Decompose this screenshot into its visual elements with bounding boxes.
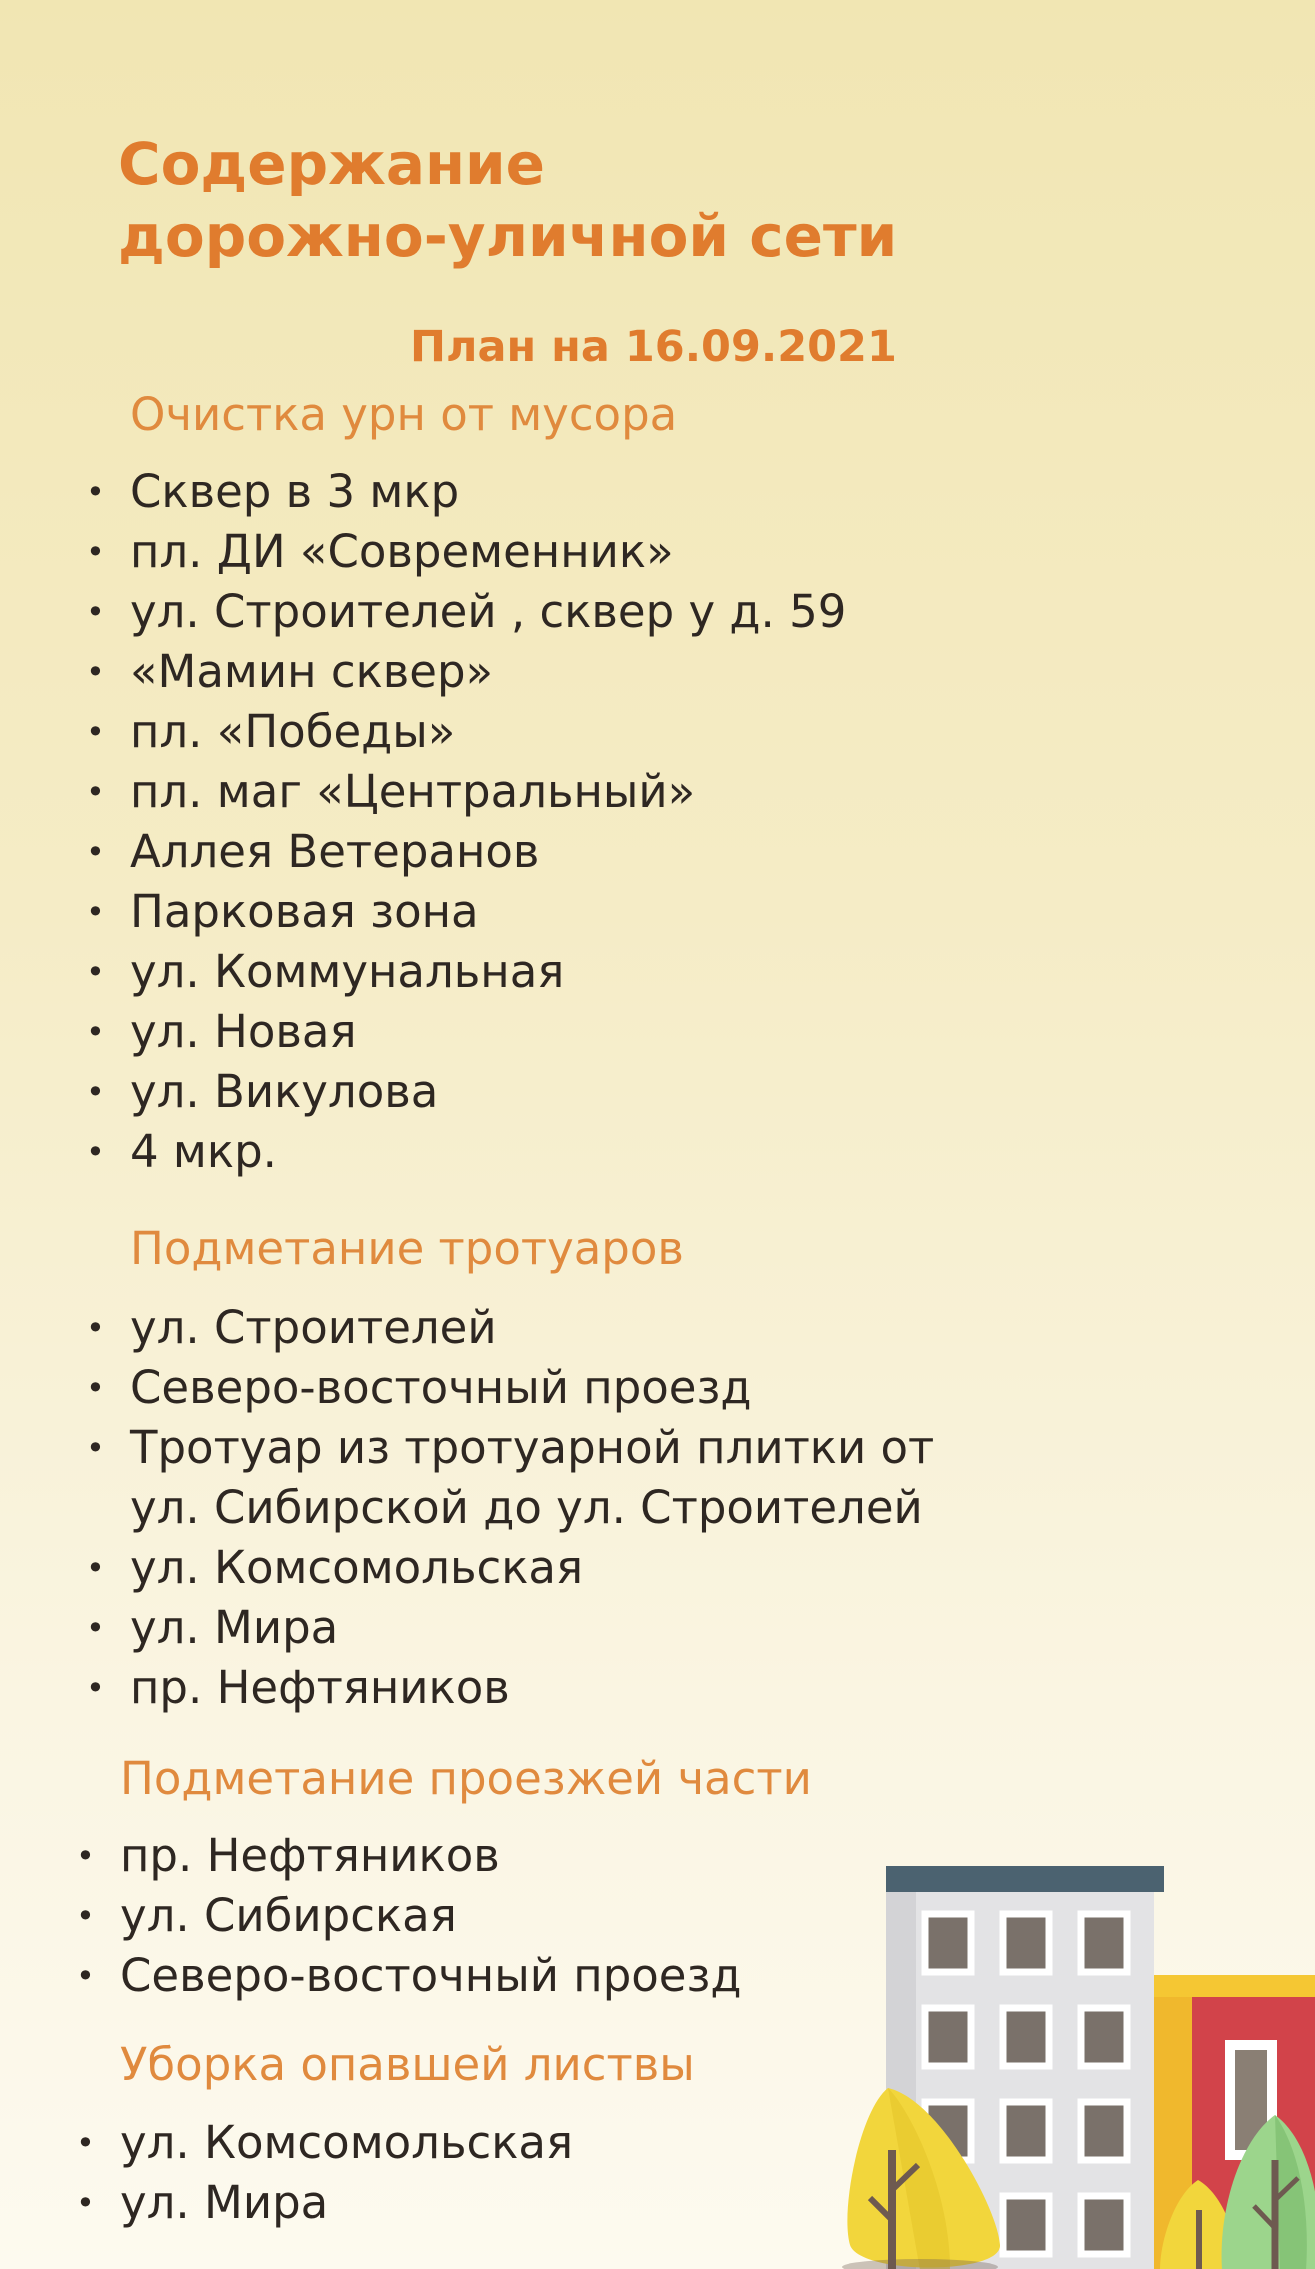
section-title-sidewalks: Подметание тротуаров (130, 1222, 684, 1275)
list-item: • Аллея Ветеранов (86, 822, 846, 882)
list-item: • ул. Мира (76, 2173, 573, 2233)
page-title (118, 128, 1018, 272)
list-item: • «Мамин сквер» (86, 642, 846, 702)
list-item: • ул. Комсомольская (86, 1538, 934, 1598)
list-bins (86, 462, 846, 1182)
list-item: • Северо-восточный проезд (86, 1358, 934, 1418)
list-item: • ул. Коммунальная (86, 942, 846, 1002)
list-sidewalks (86, 1298, 934, 1718)
section-title-leaves: Уборка опавшей листвы (120, 2038, 695, 2091)
building-illustration (830, 1850, 1315, 2269)
list-item: • пл. маг «Центральный» (86, 762, 846, 822)
list-item-continuation: ул. Сибирской до ул. Строителей (130, 1481, 923, 1534)
section-title-bins: Очистка урн от мусора (130, 388, 678, 441)
list-roadway (76, 1826, 742, 2006)
list-item: • Парковая зона (86, 882, 846, 942)
section-title-roadway: Подметание проезжей части (120, 1752, 812, 1805)
title-line-2: дорожно-уличной сети (118, 202, 898, 270)
list-item: • ул. Строителей (86, 1298, 934, 1358)
title-line-1: Содержание (118, 130, 546, 198)
list-item: • Северо-восточный проезд (76, 1946, 742, 2006)
list-item: • ул. Новая (86, 1002, 846, 1062)
list-item: • ул. Комсомольская (76, 2113, 573, 2173)
list-item: • Сквер в 3 мкр (86, 462, 846, 522)
list-item: • ул. Мира (86, 1598, 934, 1658)
list-item: • пл. ДИ «Современник» (86, 522, 846, 582)
list-item: • Тротуар из тротуарной плитки от (86, 1418, 934, 1478)
list-item: • пр. Нефтяников (86, 1658, 934, 1718)
plan-date: План на 16.09.2021 (410, 322, 897, 372)
list-item: • 4 мкр. (86, 1122, 846, 1182)
list-item: • ул. Сибирская (76, 1886, 742, 1946)
list-item: • ул. Строителей , сквер у д. 59 (86, 582, 846, 642)
list-item: • ул. Викулова (86, 1062, 846, 1122)
list-item: • пр. Нефтяников (76, 1826, 742, 1886)
list-leaves (76, 2113, 573, 2233)
list-item: • пл. «Победы» (86, 702, 846, 762)
